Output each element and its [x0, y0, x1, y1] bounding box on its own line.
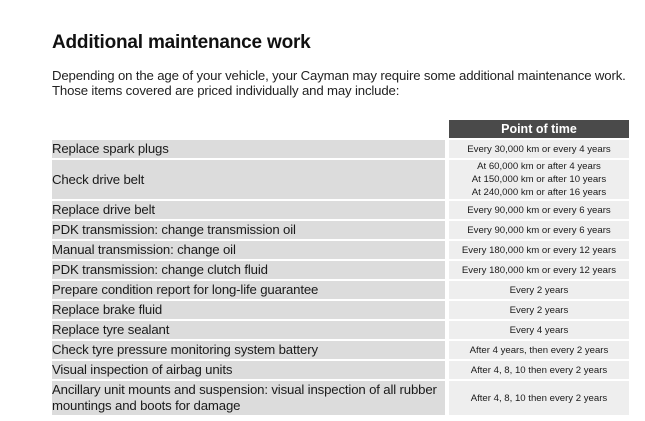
maintenance-item: Manual transmission: change oil [52, 241, 449, 261]
point-of-time: Every 2 years [449, 281, 629, 301]
maintenance-item: Check tyre pressure monitoring system battery [52, 341, 449, 361]
table-row [52, 201, 629, 221]
maintenance-table [52, 120, 629, 417]
table-row [52, 221, 629, 241]
table-row [52, 301, 629, 321]
maintenance-item [52, 381, 449, 417]
point-of-time: After 4, 8, 10 then every 2 years [449, 361, 629, 381]
point-of-time: After 4 years, then every 2 years [449, 341, 629, 361]
point-of-time [449, 160, 629, 201]
point-of-time-line: At 60,000 km or after 4 years [477, 161, 601, 172]
intro-line-2: Those items covered are priced individually and may include: [52, 83, 400, 98]
maintenance-item: Replace drive belt [52, 201, 449, 221]
table-row [52, 381, 629, 417]
table-row [52, 160, 629, 201]
maintenance-item: Check drive belt [52, 160, 449, 201]
table-row [52, 321, 629, 341]
table-row [52, 281, 629, 301]
maintenance-item: Replace tyre sealant [52, 321, 449, 341]
maintenance-item: PDK transmission: change clutch fluid [52, 261, 449, 281]
point-of-time-line: At 150,000 km or after 10 years [471, 174, 607, 185]
maintenance-item: PDK transmission: change transmission oil [52, 221, 449, 241]
table-row [52, 341, 629, 361]
page-title: Additional maintenance work [52, 32, 311, 53]
point-of-time: Every 180,000 km or every 12 years [449, 241, 629, 261]
intro-line-1: Depending on the age of your vehicle, your Cayman may require some additional maintenance work. [52, 68, 626, 83]
point-of-time: Every 180,000 km or every 12 years [449, 261, 629, 281]
column-header-point-of-time: Point of time [449, 120, 629, 140]
maintenance-item: Prepare condition report for long-life guarantee [52, 281, 449, 301]
point-of-time: After 4, 8, 10 then every 2 years [449, 381, 629, 417]
table-row [52, 140, 629, 160]
point-of-time: Every 4 years [449, 321, 629, 341]
table-header-row [52, 120, 629, 140]
point-of-time: Every 2 years [449, 301, 629, 321]
header-spacer [52, 120, 449, 140]
table-row [52, 261, 629, 281]
maintenance-item-line: mountings and boots for damage [52, 398, 241, 413]
point-of-time: Every 30,000 km or every 4 years [449, 140, 629, 160]
point-of-time: Every 90,000 km or every 6 years [449, 221, 629, 241]
maintenance-item: Replace spark plugs [52, 140, 449, 160]
point-of-time: Every 90,000 km or every 6 years [449, 201, 629, 221]
table-row [52, 361, 629, 381]
point-of-time-line: At 240,000 km or after 16 years [471, 187, 607, 198]
maintenance-item: Replace brake fluid [52, 301, 449, 321]
intro-paragraph [52, 68, 637, 98]
maintenance-item-line: Ancillary unit mounts and suspension: visual inspection of all rubber [52, 382, 437, 397]
maintenance-item: Visual inspection of airbag units [52, 361, 449, 381]
table-row [52, 241, 629, 261]
